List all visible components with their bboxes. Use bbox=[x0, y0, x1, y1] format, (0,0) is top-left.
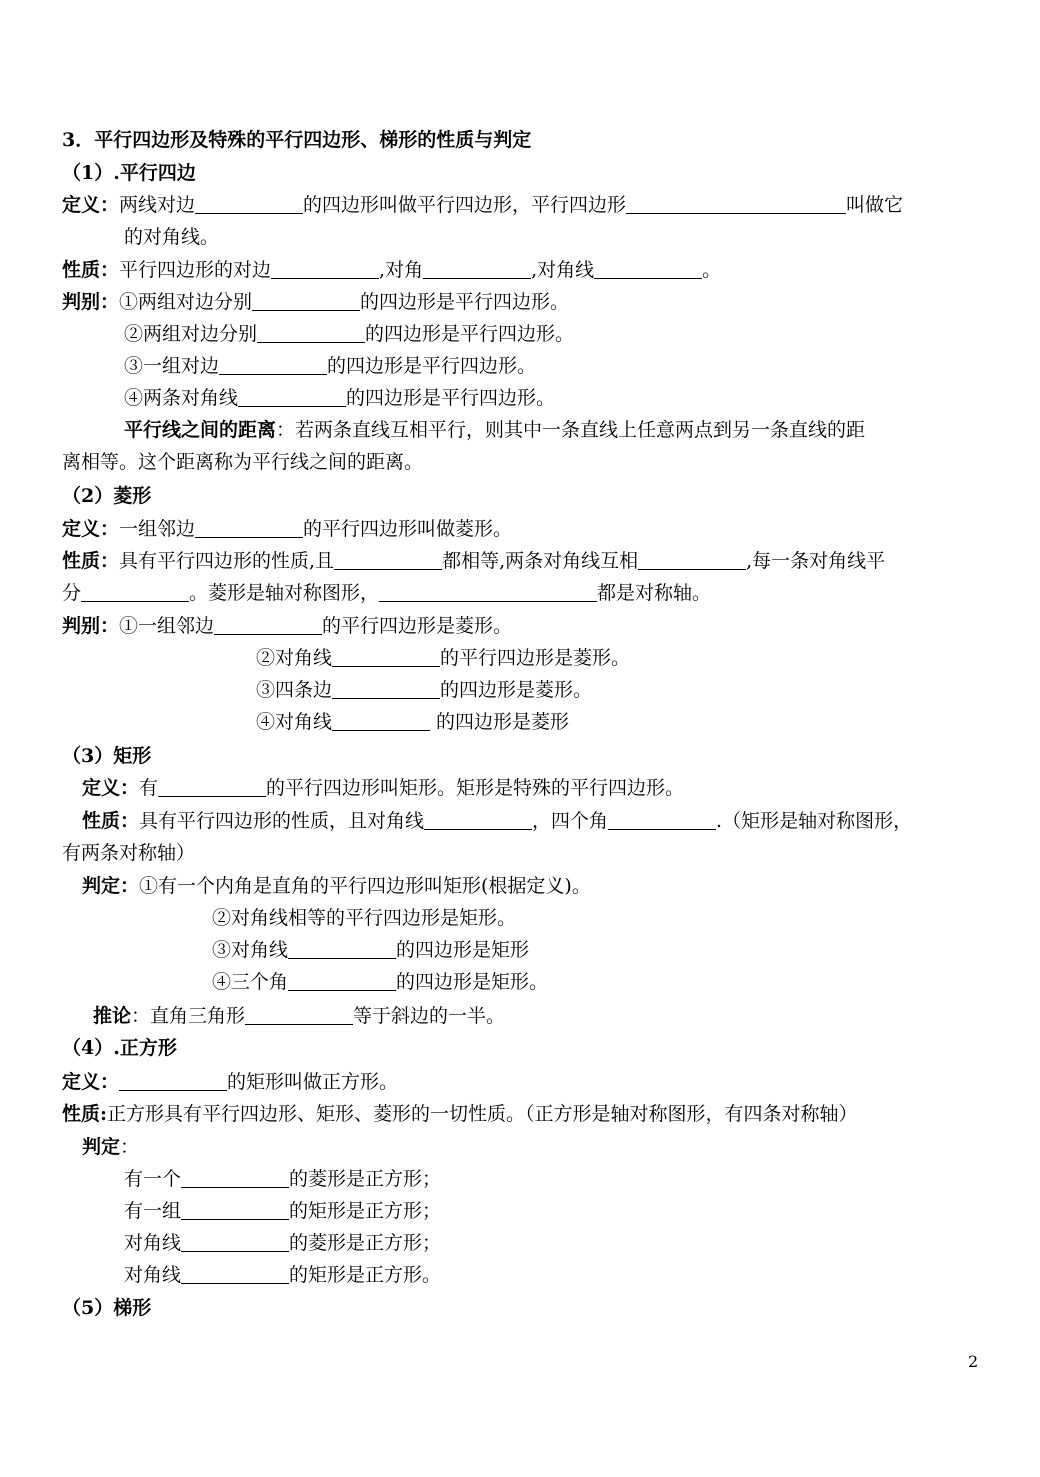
s2-j4-text-a: ④对角线 bbox=[256, 711, 333, 733]
s2-j3-text-b: 的四边形是菱形。 bbox=[440, 679, 593, 701]
s4-judge-label: 判定 bbox=[82, 1136, 121, 1158]
s1-dist-text-a: ：若两条直线互相平行，则其中一条直线上任意两点到另一条直线的距 bbox=[276, 419, 866, 441]
s4-title: （4）.正方形 bbox=[62, 1037, 177, 1059]
blank[interactable] bbox=[181, 1264, 289, 1284]
s1-dist-line2: 离相等。这个距离称为平行线之间的距离。 bbox=[62, 451, 424, 473]
s4-judge-heading bbox=[82, 1131, 139, 1163]
s2-prop-text-b: 都相等,两条对角线互相 bbox=[442, 550, 639, 572]
s2-def-text-a: 一组邻边 bbox=[119, 518, 196, 540]
blank[interactable] bbox=[423, 259, 531, 279]
blank[interactable] bbox=[245, 1005, 353, 1025]
s3-prop-text-c: .（矩形是轴对称图形， bbox=[716, 810, 913, 832]
section-heading: 3．平行四边形及特殊的平行四边形、梯形的性质与判定 bbox=[62, 129, 532, 151]
blank[interactable] bbox=[334, 550, 442, 570]
blank[interactable] bbox=[332, 711, 430, 731]
s4-j3-text-a: 对角线 bbox=[124, 1232, 182, 1254]
s2-prop-text-a: 具有平行四边形的性质,且 bbox=[119, 550, 335, 572]
s3-judge-label: 判定： bbox=[82, 875, 140, 897]
s1-judge-4 bbox=[124, 382, 555, 414]
s3-prop-text-a: 具有平行四边形的性质，且对角线 bbox=[139, 810, 425, 832]
s2-prop-text-e: 。菱形是轴对称图形， bbox=[189, 582, 380, 604]
s2-judge-2 bbox=[256, 642, 630, 674]
s3-judge-4 bbox=[212, 966, 548, 998]
blank[interactable] bbox=[608, 810, 716, 830]
s1-prop-text-b: ,对角 bbox=[379, 259, 424, 281]
s1-j3-text-a: ③一组对边 bbox=[124, 355, 220, 377]
s4-judge-4 bbox=[124, 1259, 441, 1291]
blank[interactable] bbox=[638, 550, 746, 570]
s2-j1-text-b: 的平行四边形是菱形。 bbox=[322, 615, 513, 637]
s3-j1-text: ①有一个内角是直角的平行四边形叫矩形(根据定义)。 bbox=[139, 875, 591, 897]
s1-j3-text-b: 的四边形是平行四边形。 bbox=[327, 355, 537, 377]
s1-judge-label: 判别： bbox=[62, 291, 120, 313]
s3-j4-text-a: ④三个角 bbox=[212, 971, 289, 993]
s2-j2-text-a: ②对角线 bbox=[256, 647, 333, 669]
s1-prop-text-a: 平行四边形的对边 bbox=[119, 259, 272, 281]
blank[interactable] bbox=[181, 1232, 289, 1252]
s3-judge-3 bbox=[212, 934, 529, 966]
s3-def-label: 定义： bbox=[82, 777, 140, 799]
s3-cor-text-b: 等于斜边的一半。 bbox=[353, 1005, 506, 1027]
blank[interactable] bbox=[214, 615, 322, 635]
blank[interactable] bbox=[257, 323, 365, 343]
blank[interactable] bbox=[181, 1200, 289, 1220]
s2-def-label: 定义： bbox=[62, 518, 120, 540]
s2-prop-text-c: ,每一条对角线平 bbox=[746, 550, 886, 572]
blank[interactable] bbox=[119, 1071, 227, 1091]
s1-def-text-c: 叫做它 bbox=[846, 194, 904, 216]
blank[interactable] bbox=[238, 387, 346, 407]
s1-judge-3 bbox=[124, 350, 536, 382]
s4-j1-text-a: 有一个 bbox=[124, 1168, 182, 1190]
s1-def-text-a: 两线对边 bbox=[119, 194, 196, 216]
s4-j1-text-b: 的菱形是正方形； bbox=[289, 1168, 442, 1190]
s4-judge-colon: ： bbox=[120, 1136, 140, 1158]
s1-j2-text-a: ②两组对边分别 bbox=[124, 323, 258, 345]
s4-def-text-b: 的矩形叫做正方形。 bbox=[227, 1071, 399, 1093]
blank[interactable] bbox=[271, 259, 379, 279]
s4-judge-2 bbox=[124, 1195, 441, 1227]
s1-j2-text-b: 的四边形是平行四边形。 bbox=[365, 323, 575, 345]
s3-property bbox=[82, 805, 912, 837]
s2-definition bbox=[62, 513, 512, 545]
s2-title: （2）菱形 bbox=[62, 485, 152, 507]
s3-definition bbox=[82, 772, 684, 804]
page-number: 2 bbox=[968, 1352, 979, 1371]
s1-judge-2 bbox=[124, 318, 574, 350]
s1-def-label: 定义： bbox=[62, 194, 120, 216]
s1-def-line2: 的对角线。 bbox=[124, 226, 220, 248]
blank[interactable] bbox=[195, 194, 303, 214]
s1-prop-text-d: 。 bbox=[702, 259, 722, 281]
blank[interactable] bbox=[288, 971, 396, 991]
s1-judge-1 bbox=[62, 286, 569, 318]
s1-j1-text-a: ①两组对边分别 bbox=[119, 291, 253, 313]
s2-judge-4 bbox=[256, 706, 569, 738]
s4-j2-text-a: 有一组 bbox=[124, 1200, 182, 1222]
s1-definition bbox=[62, 189, 903, 221]
s2-property bbox=[62, 545, 885, 577]
blank[interactable] bbox=[219, 355, 327, 375]
s4-j4-text-b: 的矩形是正方形。 bbox=[289, 1264, 442, 1286]
blank[interactable] bbox=[181, 1168, 289, 1188]
blank[interactable] bbox=[626, 194, 846, 214]
blank[interactable] bbox=[288, 939, 396, 959]
s1-property bbox=[62, 254, 721, 286]
s3-prop-line2: 有两条对称轴） bbox=[62, 842, 196, 864]
s2-prop-text-f: 都是对称轴。 bbox=[597, 582, 712, 604]
s3-j3-text-b: 的四边形是矩形 bbox=[396, 939, 530, 961]
s1-j4-text-a: ④两条对角线 bbox=[124, 387, 239, 409]
blank[interactable] bbox=[195, 518, 303, 538]
s4-property bbox=[62, 1098, 858, 1130]
blank[interactable] bbox=[332, 647, 440, 667]
s2-def-text-b: 的平行四边形叫做菱形。 bbox=[303, 518, 513, 540]
s4-j3-text-b: 的菱形是正方形； bbox=[289, 1232, 442, 1254]
blank[interactable] bbox=[379, 582, 597, 602]
s3-judge-1 bbox=[82, 870, 591, 902]
s2-prop-line2 bbox=[62, 577, 711, 609]
s5-title: （5）梯形 bbox=[62, 1297, 152, 1319]
s1-def-text-b: 的四边形叫做平行四边形，平行四边形 bbox=[303, 194, 627, 216]
blank[interactable] bbox=[594, 259, 702, 279]
s3-corollary bbox=[93, 1000, 505, 1032]
s2-j4-text-b: 的四边形是菱形 bbox=[430, 711, 570, 733]
s3-prop-text-b: ，四个角 bbox=[532, 810, 609, 832]
s1-j4-text-b: 的四边形是平行四边形。 bbox=[346, 387, 556, 409]
s3-judge-2: ②对角线相等的平行四边形是矩形。 bbox=[212, 907, 517, 929]
blank[interactable] bbox=[81, 582, 189, 602]
s3-cor-text-a: ：直角三角形 bbox=[131, 1005, 246, 1027]
s1-parallel-distance bbox=[124, 414, 865, 446]
s4-def-label: 定义： bbox=[62, 1071, 120, 1093]
s3-prop-label: 性质： bbox=[82, 810, 140, 832]
s1-prop-text-c: ,对角线 bbox=[531, 259, 595, 281]
s3-cor-label: 推论 bbox=[93, 1005, 132, 1027]
blank[interactable] bbox=[332, 679, 440, 699]
s2-j2-text-b: 的平行四边形是菱形。 bbox=[440, 647, 631, 669]
s2-j1-text-a: ①一组邻边 bbox=[119, 615, 215, 637]
s4-prop-text-a: 正方形具有平行四边形、矩形、菱形的一切性质。（正方形是轴对称图形，有四条对称轴） bbox=[107, 1103, 858, 1125]
s4-definition bbox=[62, 1066, 398, 1098]
blank[interactable] bbox=[424, 810, 532, 830]
blank[interactable] bbox=[252, 291, 360, 311]
s2-prop-label: 性质： bbox=[62, 550, 120, 572]
s1-prop-label: 性质： bbox=[62, 259, 120, 281]
s2-j3-text-a: ③四条边 bbox=[256, 679, 333, 701]
s3-def-text-a: 有 bbox=[139, 777, 159, 799]
s1-title: （1）.平行四边 bbox=[62, 162, 196, 184]
s2-judge-3 bbox=[256, 674, 592, 706]
s3-j3-text-a: ③对角线 bbox=[212, 939, 289, 961]
s4-judge-1 bbox=[124, 1163, 441, 1195]
s3-j4-text-b: 的四边形是矩形。 bbox=[396, 971, 549, 993]
s2-prop-text-d: 分 bbox=[62, 582, 82, 604]
s2-judge-1 bbox=[62, 610, 512, 642]
s1-dist-label: 平行线之间的距离 bbox=[124, 419, 277, 441]
s4-judge-3 bbox=[124, 1227, 441, 1259]
s4-j4-text-a: 对角线 bbox=[124, 1264, 182, 1286]
s3-def-text-b: 的平行四边形叫矩形。矩形是特殊的平行四边形。 bbox=[266, 777, 685, 799]
s3-title: （3）矩形 bbox=[62, 745, 152, 767]
blank[interactable] bbox=[158, 777, 266, 797]
s4-prop-label: 性质: bbox=[62, 1103, 108, 1125]
s4-j2-text-b: 的矩形是正方形； bbox=[289, 1200, 442, 1222]
s2-judge-label: 判别： bbox=[62, 615, 120, 637]
s1-j1-text-b: 的四边形是平行四边形。 bbox=[360, 291, 570, 313]
